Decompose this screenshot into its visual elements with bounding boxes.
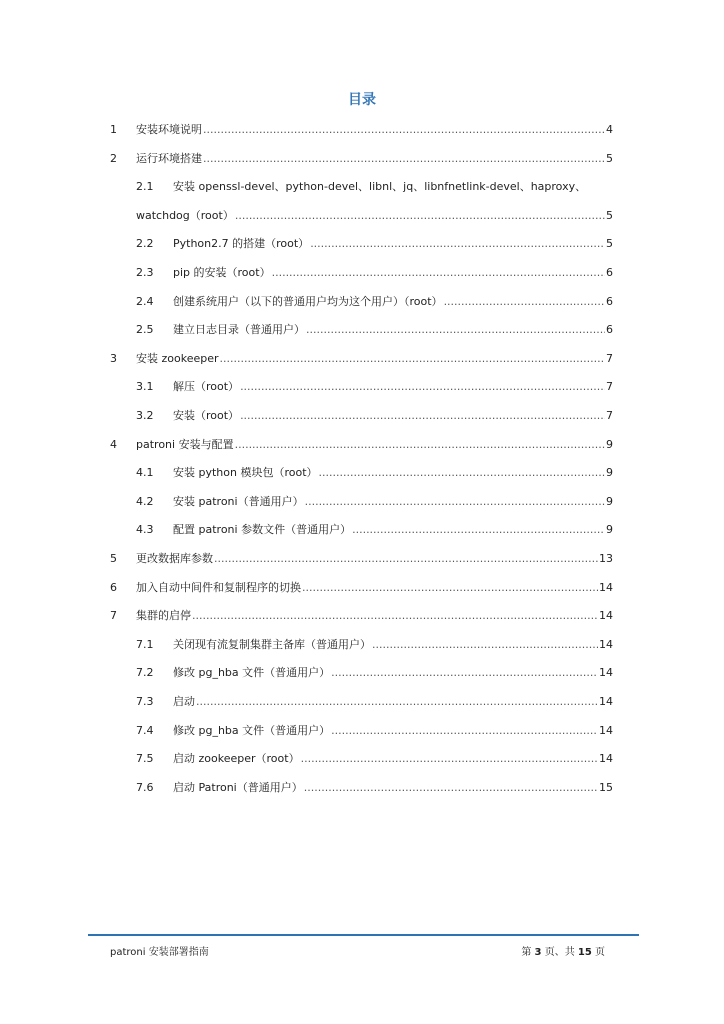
toc-entry-text: 关闭现有流复制集群主备库（普通用户） <box>173 637 371 651</box>
toc-entry-page: 9 <box>606 523 613 537</box>
footer-page-current: 3 <box>534 947 542 958</box>
toc-entry-text: pip 的安装（root） <box>173 266 271 279</box>
toc-entry[interactable] <box>0 545 724 573</box>
toc-entry-number: 2 <box>110 151 117 165</box>
footer-page-suffix: 页 <box>595 947 605 958</box>
toc-entry-text: 安装环境说明 <box>136 123 202 136</box>
toc-entry-text: 修改 pg_hba 文件（普通用户） <box>173 723 331 737</box>
toc-entry[interactable] <box>0 488 724 516</box>
toc-entry-text: Python2.7 的搭建（root） <box>173 237 310 251</box>
toc-entry-text: 启动 Patroni（普通用户） <box>173 780 303 794</box>
toc-entry[interactable] <box>0 431 724 459</box>
toc-entry-continued[interactable] <box>0 202 724 230</box>
toc-entry-page: 5 <box>606 151 613 165</box>
toc-entry[interactable] <box>0 717 724 745</box>
toc-entry-page: 5 <box>606 208 613 222</box>
toc-entry-number: 6 <box>110 580 117 594</box>
toc-entry-page: 9 <box>606 466 613 480</box>
toc-entry-number: 4.2 <box>136 494 154 508</box>
toc-entry[interactable] <box>0 145 724 173</box>
toc-leader-dots <box>444 288 605 316</box>
toc-entry[interactable] <box>0 373 724 401</box>
toc-entry-page: 14 <box>599 637 613 651</box>
toc-entry-text: 安装（root） <box>173 409 240 422</box>
toc-entry-number: 4 <box>110 437 117 451</box>
toc-entry-page: 7 <box>606 380 613 394</box>
toc-entry[interactable] <box>0 602 724 630</box>
toc-title: 目录 <box>348 92 376 108</box>
toc-entry-number: 2.3 <box>136 266 154 279</box>
toc-entry-page: 13 <box>599 552 613 565</box>
toc-entry[interactable] <box>0 774 724 802</box>
footer-divider <box>88 934 639 936</box>
toc-entry-text: 修改 pg_hba 文件（普通用户） <box>173 666 331 680</box>
toc-entry-number: 7.1 <box>136 637 154 651</box>
toc-leader-dots <box>331 659 598 687</box>
toc-leader-dots <box>235 431 605 459</box>
toc-entry-number: 2.5 <box>136 323 154 337</box>
toc-entry-text: 加入自动中间件和复制程序的切换 <box>136 580 301 594</box>
toc-entry-page: 14 <box>599 695 613 708</box>
toc-entry-page: 15 <box>599 780 613 794</box>
toc-entry[interactable] <box>0 688 724 716</box>
toc-leader-dots <box>301 745 598 773</box>
toc-entry-text-line1: 安装 openssl-devel、python-devel、libnl、jq、libnfnetlink-devel、haproxy、 <box>173 180 587 194</box>
toc-entry-page: 4 <box>606 123 613 136</box>
toc-leader-dots <box>305 488 605 516</box>
toc-entry-number: 7.6 <box>136 780 154 794</box>
toc-leader-dots <box>372 631 598 659</box>
toc-entry-number: 5 <box>110 552 117 565</box>
toc-entry[interactable] <box>0 659 724 687</box>
toc-entry-text: 启动 zookeeper（root） <box>173 752 300 766</box>
toc-entry-text: 安装 patroni（普通用户） <box>173 494 304 508</box>
toc-entry-text: 运行环境搭建 <box>136 151 202 165</box>
toc-entry-number: 7.4 <box>136 723 154 737</box>
footer-doc-title: patroni 安装部署指南 <box>110 947 209 958</box>
toc-entry[interactable] <box>0 745 724 773</box>
toc-entry-text: 安装 zookeeper <box>136 351 219 365</box>
toc-entry-number: 4.3 <box>136 523 154 537</box>
toc-leader-dots <box>352 516 605 544</box>
toc-leader-dots <box>240 402 605 430</box>
toc-entry-number: 1 <box>110 123 117 136</box>
toc-entry-number: 7.5 <box>136 752 154 766</box>
toc-entry-number: 3.1 <box>136 380 154 394</box>
toc-leader-dots <box>220 345 605 373</box>
toc-entry-text: 安装 python 模块包（root） <box>173 466 318 480</box>
toc-entry-text: patroni 安装与配置 <box>136 437 234 451</box>
toc-entry-page: 14 <box>599 723 613 737</box>
toc-entry-page: 6 <box>606 294 613 308</box>
toc-entry[interactable] <box>0 288 724 316</box>
toc-entry[interactable] <box>0 516 724 544</box>
toc-entry-page: 9 <box>606 494 613 508</box>
toc-entry[interactable] <box>0 259 724 287</box>
toc-entry-page: 14 <box>599 580 613 594</box>
toc-leader-dots <box>192 602 598 630</box>
toc-entry-page: 14 <box>599 609 613 623</box>
toc-leader-dots <box>240 373 605 401</box>
toc-entry-page: 6 <box>606 323 613 337</box>
toc-leader-dots <box>235 202 605 230</box>
toc-entry[interactable] <box>0 574 724 602</box>
toc-leader-dots <box>319 459 605 487</box>
toc-leader-dots <box>310 230 605 258</box>
toc-entry-number: 2.1 <box>136 180 154 194</box>
toc-entry-number: 7.2 <box>136 666 154 680</box>
toc-entry[interactable] <box>0 173 724 201</box>
toc-entry-number: 3 <box>110 351 117 365</box>
toc-entry[interactable] <box>0 459 724 487</box>
toc-entry-page: 6 <box>606 266 613 279</box>
toc-leader-dots <box>302 574 598 602</box>
toc-entry[interactable] <box>0 402 724 430</box>
toc-entry-text: watchdog（root） <box>136 208 234 222</box>
footer-page-number <box>510 943 605 958</box>
toc-entry-number: 4.1 <box>136 466 154 480</box>
toc-entry-number: 7.3 <box>136 695 154 708</box>
toc-entry[interactable] <box>0 116 724 144</box>
toc-leader-dots <box>331 717 598 745</box>
footer-page-prefix: 第 <box>521 947 532 958</box>
toc-leader-dots <box>272 259 605 287</box>
toc-entry[interactable] <box>0 345 724 373</box>
toc-entry-page: 7 <box>606 351 613 365</box>
toc-entry-text: 启动 <box>173 695 195 708</box>
toc-entry-text: 配置 patroni 参数文件（普通用户） <box>173 523 352 537</box>
toc-entry[interactable] <box>0 230 724 258</box>
toc-entry-text: 创建系统用户（以下的普通用户均为这个用户）（root） <box>173 294 443 308</box>
toc-leader-dots <box>203 145 605 173</box>
footer-page-total: 15 <box>577 947 592 958</box>
toc-entry[interactable] <box>0 631 724 659</box>
toc-leader-dots <box>214 545 598 573</box>
toc-entry-text: 更改数据库参数 <box>136 552 213 565</box>
footer-page-mid: 页、共 <box>544 947 575 958</box>
toc-entry-number: 7 <box>110 609 117 623</box>
toc-entry-number: 2.4 <box>136 294 154 308</box>
toc-entry-text: 建立日志目录（普通用户） <box>173 323 305 337</box>
toc-entry-number: 3.2 <box>136 409 154 422</box>
toc-entry-page: 14 <box>599 752 613 766</box>
toc-leader-dots <box>203 116 605 144</box>
toc-entry-page: 7 <box>606 409 613 422</box>
toc-leader-dots <box>304 774 598 802</box>
toc-entry-page: 14 <box>599 666 613 680</box>
toc-entry-page: 5 <box>606 237 613 251</box>
toc-entry-text: 解压（root） <box>173 380 240 394</box>
toc-entry-number: 2.2 <box>136 237 154 251</box>
toc-leader-dots <box>196 688 598 716</box>
toc-entry-page: 9 <box>606 437 613 451</box>
toc-entry-text: 集群的启停 <box>136 609 191 623</box>
toc-entry[interactable] <box>0 316 724 344</box>
toc-leader-dots <box>306 316 605 344</box>
